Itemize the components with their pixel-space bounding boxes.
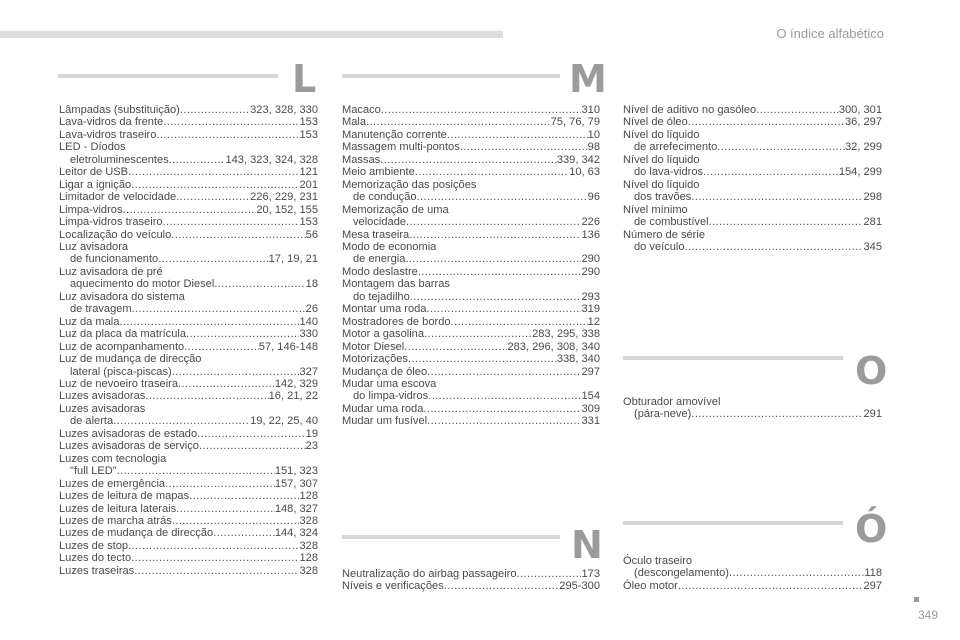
index-entry-pages: 338, 340: [556, 353, 600, 366]
section-letter-n: N: [571, 523, 603, 567]
dot-leader: [685, 241, 864, 253]
dot-leader: [409, 229, 581, 241]
index-entry: [59, 104, 318, 116]
dot-leader: [189, 490, 299, 502]
index-entry-pages: 290: [581, 265, 600, 278]
dot-leader: [366, 116, 551, 128]
dot-leader: [199, 440, 306, 452]
index-entry-pages: 328: [299, 514, 318, 527]
index-entry: [342, 403, 600, 415]
index-entry-title: Luzes de stop: [59, 539, 129, 552]
index-entry: [59, 490, 318, 502]
dot-leader: [691, 408, 863, 420]
dot-leader: [172, 366, 300, 378]
index-entry-pages: 57, 146-148: [258, 340, 318, 353]
index-entry-pages: 36, 297: [844, 116, 882, 129]
index-entry: [342, 166, 600, 178]
dot-leader: [197, 428, 306, 440]
index-entry-subtitle: dos travões: [634, 191, 692, 204]
page-marker: [914, 597, 919, 602]
dot-leader: [117, 465, 275, 477]
index-entry-subtitle: de condução: [353, 191, 417, 204]
dot-leader: [184, 341, 259, 353]
dot-leader: [156, 129, 299, 141]
index-entry-pages: 201: [299, 178, 318, 191]
index-entry-title: Luz de acompanhamento: [59, 340, 185, 353]
index-entry: [59, 328, 318, 340]
index-entry-title: Lâmpadas (substituição): [59, 104, 180, 116]
dot-leader: [406, 216, 581, 228]
index-entry-title: Leitor de USB: [59, 166, 129, 179]
index-entry-title: Nível do líquido: [623, 153, 700, 166]
index-entry-pages: 18: [305, 278, 318, 291]
index-entry-title: Macaco: [342, 104, 381, 116]
index-entry-pages: 226, 229, 231: [250, 191, 318, 204]
index-entry-pages: 283, 295, 338: [532, 328, 600, 341]
dot-leader: [172, 515, 300, 527]
index-entry-pages: 98: [587, 141, 600, 154]
index-entry-title: Número de série: [623, 228, 706, 241]
index-entry-subtitle: "full LED": [70, 465, 117, 478]
index-entry-title: Nível mínimo: [623, 203, 688, 216]
index-entry-title: Motor a gasolina: [342, 328, 425, 341]
index-entry-title: Modo deslastre: [342, 265, 418, 278]
dot-leader: [145, 390, 268, 402]
index-entry: [342, 353, 600, 365]
index-entry: [342, 328, 600, 340]
index-entry-title: Lava-vidros da frente: [59, 116, 164, 129]
index-entry-title: Motor Diesel: [342, 340, 405, 353]
index-entry-pages: 154: [581, 390, 600, 403]
index-entry-title: Luzes de emergência: [59, 477, 166, 490]
index-entry-pages: 136: [581, 228, 600, 241]
index-entry-title: Mudar uma escova: [342, 377, 437, 390]
index-entry-subtitle: de funcionamento: [70, 253, 159, 266]
index-entry-title: Luz avisadora: [59, 240, 129, 253]
index-entry-pages: 12: [587, 315, 600, 328]
index-entry-pages: 173: [581, 568, 600, 580]
dot-leader: [709, 216, 864, 228]
dot-leader: [428, 390, 581, 402]
index-entry: [623, 555, 882, 580]
index-entry-pages: 140: [299, 315, 318, 328]
section-divider-n: [342, 535, 560, 539]
index-entry-pages: 327: [299, 365, 318, 378]
index-entry-pages: 345: [863, 240, 882, 253]
section-letter-l: L: [292, 57, 317, 101]
index-entry-title: Luzes de leitura laterais: [59, 502, 177, 515]
index-entry-title: Obturador amovível: [623, 396, 721, 408]
index-entry-pages: 153: [299, 116, 318, 129]
dot-leader: [410, 291, 582, 303]
dot-leader: [169, 154, 226, 166]
index-entry-subtitle: (descongelamento): [634, 567, 729, 580]
index-entry: [59, 390, 318, 402]
dot-leader: [678, 580, 864, 592]
section-divider-m: [342, 74, 560, 78]
index-entry-pages: 281: [863, 216, 882, 229]
dot-leader: [163, 116, 299, 128]
index-entry-title: Luzes com tecnologia: [59, 452, 167, 465]
index-entry-title: LED - Díodos: [59, 141, 126, 154]
index-entry-pages: 56: [305, 228, 318, 241]
index-entry: [59, 241, 318, 266]
index-column-m: [342, 104, 600, 428]
index-entry-pages: 10, 63: [569, 166, 600, 179]
index-entry-title: Luzes avisadoras de estado: [59, 427, 198, 440]
index-entry-title: Óleo motor: [623, 579, 678, 592]
index-entry-pages: 118: [864, 567, 882, 580]
index-entry-subtitle: de arrefecimento: [634, 141, 718, 154]
index-entry: [59, 266, 318, 291]
index-entry: [59, 216, 318, 228]
dot-leader: [213, 527, 275, 539]
dot-leader: [131, 552, 299, 564]
dot-leader: [176, 191, 250, 203]
index-entry: [59, 565, 318, 577]
index-entry-subtitle: do lava-vidros: [634, 166, 704, 179]
index-entry-subtitle: de combustível: [634, 216, 709, 229]
dot-leader: [415, 166, 569, 178]
index-entry-title: Meio ambiente: [342, 166, 415, 179]
dot-leader: [404, 341, 507, 353]
index-entry: [342, 378, 600, 403]
dot-leader: [517, 568, 582, 580]
index-entry-pages: 330: [299, 328, 318, 341]
page-number: 349: [917, 608, 938, 622]
index-entry-pages: 310: [581, 104, 600, 116]
dot-leader: [729, 567, 864, 579]
index-entry: [623, 204, 882, 229]
index-entry: [342, 116, 600, 128]
dot-leader: [691, 191, 863, 203]
index-entry: [623, 104, 882, 116]
index-entry: [59, 141, 318, 166]
dot-leader: [408, 353, 557, 365]
dot-leader: [405, 253, 581, 265]
section-letter-m: M: [569, 57, 607, 101]
index-entry-title: Mala: [342, 116, 367, 129]
dot-leader: [119, 316, 299, 328]
dot-leader: [171, 229, 305, 241]
index-entry: [59, 353, 318, 378]
index-entry: [342, 278, 600, 303]
index-entry: [59, 403, 318, 428]
index-entry: [59, 129, 318, 141]
index-entry: [59, 378, 318, 390]
index-entry-pages: 20, 152, 155: [256, 203, 318, 216]
index-entry: [623, 396, 882, 421]
index-entry-pages: 297: [863, 579, 882, 592]
index-entry-title: Luzes de marcha atrás: [59, 514, 172, 527]
index-entry-pages: 300, 301: [838, 104, 882, 116]
index-entry-title: Memorização de uma: [342, 203, 449, 216]
index-entry-title: Mudar um fusível: [342, 415, 428, 428]
index-entry: [342, 341, 600, 353]
dot-leader: [131, 179, 299, 191]
dot-leader: [451, 316, 588, 328]
index-entry: [59, 453, 318, 478]
index-entry-title: Motorizações: [342, 353, 408, 366]
index-entry: [59, 116, 318, 128]
index-entry-subtitle: de alerta: [70, 415, 114, 428]
index-entry-pages: 328: [299, 564, 318, 577]
dot-leader: [756, 104, 839, 116]
index-column-o: [623, 396, 882, 421]
dot-leader: [717, 141, 845, 153]
section-divider-o-acute: [623, 521, 843, 525]
index-entry-pages: 17, 19, 21: [268, 253, 318, 266]
index-entry-title: Montagem das barras: [342, 278, 450, 291]
index-entry: [342, 104, 600, 116]
index-entry: [342, 129, 600, 141]
index-entry: [59, 166, 318, 178]
index-entry-pages: 128: [299, 552, 318, 565]
index-entry-title: Montar uma roda: [342, 303, 427, 316]
index-entry-title: Nível de aditivo no gasóleo: [623, 104, 757, 116]
index-entry-title: Limpa-vidros: [59, 203, 123, 216]
index-entry-pages: 298: [863, 191, 882, 204]
index-entry-pages: 226: [581, 216, 600, 229]
index-entry-pages: 143, 323, 324, 328: [225, 153, 318, 166]
dot-leader: [178, 378, 275, 390]
index-entry-title: Nível do líquido: [623, 178, 700, 191]
index-entry-title: Localização do veículo: [59, 228, 172, 241]
index-entry: [59, 428, 318, 440]
index-entry: [59, 478, 318, 490]
index-column-o-acute: [623, 555, 882, 592]
index-entry-pages: 148, 327: [274, 502, 318, 515]
dot-leader: [423, 403, 581, 415]
index-entry-pages: 295-300: [559, 580, 600, 593]
index-entry-title: Mudar uma roda: [342, 402, 424, 415]
index-entry-pages: 121: [299, 166, 318, 179]
index-entry-subtitle: aquecimento do motor Diesel: [70, 278, 215, 291]
index-entry: [59, 179, 318, 191]
dot-leader: [186, 328, 299, 340]
index-entry-subtitle: do veículo: [634, 240, 685, 253]
index-entry-title: Limitador de velocidade: [59, 191, 177, 204]
index-entry-title: Luzes traseiras: [59, 564, 135, 577]
section-letter-o: O: [855, 349, 888, 393]
index-entry-title: Neutralização do airbag passageiro: [342, 568, 517, 580]
index-entry-title: Óculo traseiro: [623, 555, 693, 567]
index-entry-title: Luz da mala: [59, 315, 120, 328]
index-entry: [623, 129, 882, 154]
index-entry: [59, 527, 318, 539]
index-entry-subtitle: do limpa-vidros: [353, 390, 429, 403]
index-entry: [342, 241, 600, 266]
index-entry-title: Massas: [342, 153, 381, 166]
index-entry-pages: 319: [581, 303, 600, 316]
dot-leader: [417, 191, 588, 203]
dot-leader: [703, 166, 839, 178]
index-entry-pages: 339, 342: [556, 153, 600, 166]
index-entry-pages: 297: [581, 365, 600, 378]
dot-leader: [427, 415, 581, 427]
dot-leader: [134, 565, 299, 577]
dot-leader: [381, 104, 582, 116]
index-entry-title: Luz de mudança de direcção: [59, 353, 202, 366]
dot-leader: [418, 266, 582, 278]
index-entry: [342, 229, 600, 241]
index-entry-title: Luzes avisadoras de serviço: [59, 440, 199, 453]
index-column-l: [59, 104, 318, 577]
index-entry: [342, 316, 600, 328]
index-entry-pages: 16, 21, 22: [268, 390, 318, 403]
index-entry-pages: 75, 76, 79: [550, 116, 600, 129]
index-entry: [623, 229, 882, 254]
index-entry-title: Luzes de mudança de direcção: [59, 527, 214, 540]
index-entry-subtitle: de travagem: [70, 303, 132, 316]
index-entry-title: Luz avisadora do sistema: [59, 290, 185, 303]
index-entry-title: Limpa-vidros traseiro: [59, 216, 163, 229]
index-entry: [342, 179, 600, 204]
index-entry: [59, 540, 318, 552]
index-entry-pages: 290: [581, 253, 600, 266]
dot-leader: [128, 166, 299, 178]
index-entry-title: Luzes avisadoras: [59, 402, 146, 415]
dot-leader: [176, 503, 275, 515]
index-entry-title: Mesa traseira: [342, 228, 410, 241]
dot-leader: [180, 104, 250, 116]
index-entry-title: Luz avisadora de pré: [59, 265, 163, 278]
header-bar: [0, 31, 503, 38]
index-entry-subtitle: eletroluminescentes: [70, 153, 169, 166]
index-entry: [342, 366, 600, 378]
index-entry-subtitle: (pára-neve): [634, 408, 692, 421]
index-entry: [342, 303, 600, 315]
index-entry: [342, 266, 600, 278]
index-entry-pages: 283, 296, 308, 340: [507, 340, 600, 353]
index-entry-pages: 19: [305, 427, 318, 440]
dot-leader: [426, 303, 581, 315]
dot-leader: [158, 253, 268, 265]
index-entry-pages: 23: [305, 440, 318, 453]
index-entry-pages: 328: [299, 539, 318, 552]
index-entry: [342, 415, 600, 427]
index-entry-title: Luzes de leitura de mapas: [59, 490, 190, 503]
index-entry-title: Ligar a ignição: [59, 178, 132, 191]
index-entry: [59, 229, 318, 241]
index-entry-title: Mostradores de bordo: [342, 315, 451, 328]
dot-leader: [460, 141, 588, 153]
index-entry-pages: 10: [587, 128, 600, 141]
index-entry: [59, 552, 318, 564]
index-entry: [342, 204, 600, 229]
index-entry: [623, 580, 882, 592]
index-entry-subtitle: do tejadilho: [353, 290, 410, 303]
dot-leader: [132, 303, 306, 315]
index-entry: [59, 204, 318, 216]
dot-leader: [123, 204, 257, 216]
dot-leader: [214, 278, 305, 290]
dot-leader: [688, 116, 845, 128]
index-entry: [342, 141, 600, 153]
index-entry-title: Memorização das posições: [342, 178, 477, 191]
index-entry-title: Luzes avisadoras: [59, 390, 146, 403]
index-entry-pages: 293: [581, 290, 600, 303]
index-entry-subtitle: lateral (pisca-piscas): [70, 365, 172, 378]
index-entry-subtitle: velocidade: [353, 216, 407, 229]
index-entry: [59, 440, 318, 452]
index-entry: [59, 341, 318, 353]
index-entry: [623, 116, 882, 128]
dot-leader: [444, 580, 560, 592]
index-entry-title: Nível de óleo: [623, 116, 688, 129]
index-entry-title: Mudança de óleo: [342, 365, 428, 378]
dot-leader: [427, 366, 581, 378]
index-entry-title: Luzes do tecto: [59, 552, 132, 565]
index-entry-pages: 153: [299, 128, 318, 141]
index-entry-pages: 128: [299, 490, 318, 503]
index-entry-title: Modo de economia: [342, 240, 437, 253]
index-entry: [342, 568, 600, 580]
index-entry: [623, 179, 882, 204]
index-entry-pages: 153: [299, 216, 318, 229]
index-entry-pages: 26: [305, 303, 318, 316]
index-entry-pages: 157, 307: [274, 477, 318, 490]
index-entry-pages: 142, 329: [274, 377, 318, 390]
index-entry-title: Níveis e verificações: [342, 580, 444, 593]
index-entry-pages: 96: [587, 191, 600, 204]
index-entry-pages: 144, 324: [274, 527, 318, 540]
page-title: O índice alfabético: [776, 26, 884, 41]
index-column-n: [342, 568, 600, 593]
index-entry-pages: 323, 328, 330: [250, 104, 318, 116]
index-entry-pages: 291: [863, 408, 882, 421]
index-entry: [59, 191, 318, 203]
index-entry-pages: 331: [581, 415, 600, 428]
dot-leader: [128, 540, 299, 552]
dot-leader: [447, 129, 588, 141]
dot-leader: [165, 478, 275, 490]
index-entry-title: Luz de nevoeiro traseira: [59, 377, 179, 390]
index-entry-pages: 154, 299: [838, 166, 882, 179]
index-entry: [59, 316, 318, 328]
index-entry-title: Lava-vidros traseiro: [59, 128, 157, 141]
index-entry: [342, 580, 600, 592]
index-entry-pages: 309: [581, 402, 600, 415]
index-entry-title: Nível do líquido: [623, 128, 700, 141]
index-entry-pages: 151, 323: [274, 465, 318, 478]
index-entry-title: Manutenção corrente: [342, 128, 447, 141]
index-entry-subtitle: de energia: [353, 253, 406, 266]
dot-leader: [113, 415, 250, 427]
index-entry: [59, 515, 318, 527]
index-entry-title: Luz da placa da matrícula: [59, 328, 187, 341]
section-divider-o: [623, 356, 843, 360]
index-entry-pages: 32, 299: [844, 141, 882, 154]
section-divider-l: [58, 74, 278, 78]
index-entry-title: Massagem multi-pontos: [342, 141, 460, 154]
dot-leader: [163, 216, 300, 228]
section-letter-o-acute: Ó: [855, 507, 888, 551]
index-entry: [623, 154, 882, 179]
index-entry-pages: 19, 22, 25, 40: [250, 415, 318, 428]
dot-leader: [380, 154, 557, 166]
dot-leader: [424, 328, 532, 340]
index-column-n-continued: [623, 104, 882, 253]
index-entry: [342, 154, 600, 166]
index-entry: [59, 503, 318, 515]
index-entry: [59, 291, 318, 316]
